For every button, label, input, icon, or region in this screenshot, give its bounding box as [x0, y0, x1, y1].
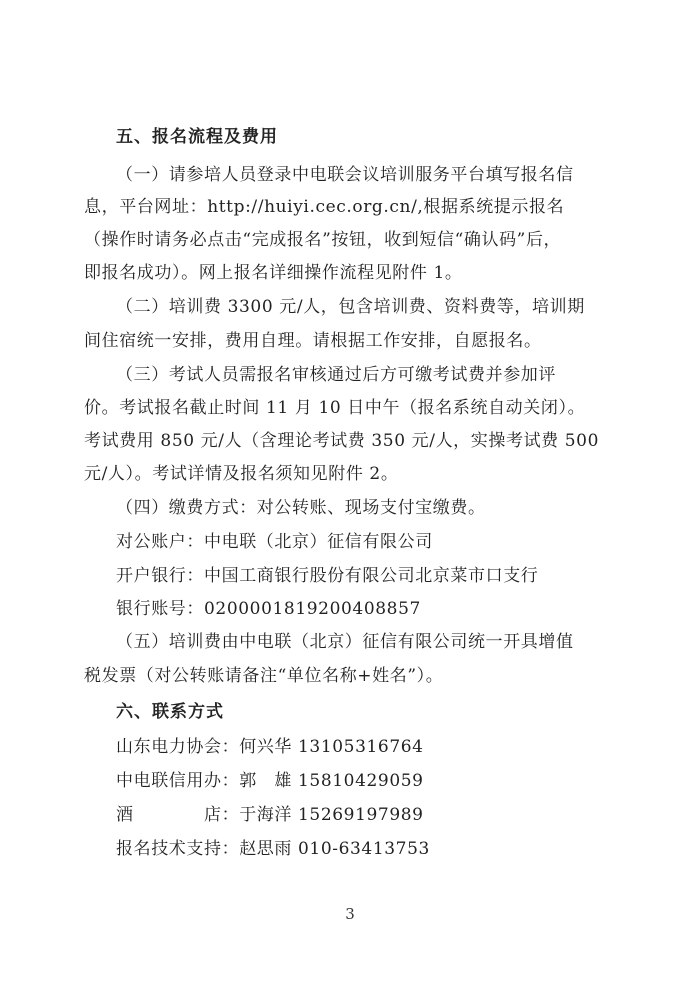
- paragraph-2-line-1: （二）培训费 3300 元/人，包含培训费、资料费等，培训期: [116, 297, 585, 317]
- bank-name: 开户银行：中国工商银行股份有限公司北京菜市口支行: [116, 566, 539, 586]
- section-6-heading: 六、联系方式: [116, 702, 224, 722]
- paragraph-3-line-2: 价。考试报名截止时间 11 月 10 日中午（报名系统自动关闭）。: [84, 398, 586, 418]
- paragraph-4-line-1: （四）缴费方式：对公转账、现场支付宝缴费。: [116, 498, 486, 518]
- account-name: 对公账户：中电联（北京）征信有限公司: [116, 532, 433, 552]
- contact-line: 报名技术支持：赵思雨 010-63413753: [116, 839, 430, 859]
- paragraph-1-line-1: （一）请参培人员登录中电联会议培训服务平台填写报名信: [116, 165, 574, 185]
- paragraph-5-line-1: （五）培训费由中电联（北京）征信有限公司统一开具增值: [116, 632, 574, 652]
- contact-line: 中电联信用办：郭 雄 15810429059: [116, 771, 424, 791]
- paragraph-5-line-2: 税发票（对公转账请备注“单位名称+姓名”）。: [84, 666, 444, 686]
- paragraph-1-line-4: 即报名成功）。网上报名详细操作流程见附件 1。: [84, 263, 463, 283]
- paragraph-1-line-2: 息，平台网址：http://huiyi.cec.org.cn/,根据系统提示报名: [84, 197, 565, 217]
- account-number: 银行账号：0200001819200408857: [116, 599, 421, 619]
- page-number: 3: [345, 905, 355, 923]
- contact-line: 山东电力协会：何兴华 13105316764: [116, 737, 424, 757]
- contact-line: 酒 店：于海洋 15269197989: [116, 805, 424, 825]
- section-5-heading: 五、报名流程及费用: [116, 127, 278, 147]
- paragraph-3-line-3: 考试费用 850 元/人（含理论考试费 350 元/人，实操考试费 500: [84, 431, 600, 451]
- paragraph-1-line-3: （操作时请务必点击“完成报名”按钮，收到短信“确认码”后，: [84, 230, 562, 250]
- paragraph-3-line-4: 元/人）。考试详情及报名须知见附件 2。: [84, 464, 399, 484]
- paragraph-3-line-1: （三）考试人员需报名审核通过后方可缴考试费并参加评: [116, 365, 556, 385]
- paragraph-2-line-2: 间住宿统一安排，费用自理。请根据工作安排，自愿报名。: [84, 331, 542, 351]
